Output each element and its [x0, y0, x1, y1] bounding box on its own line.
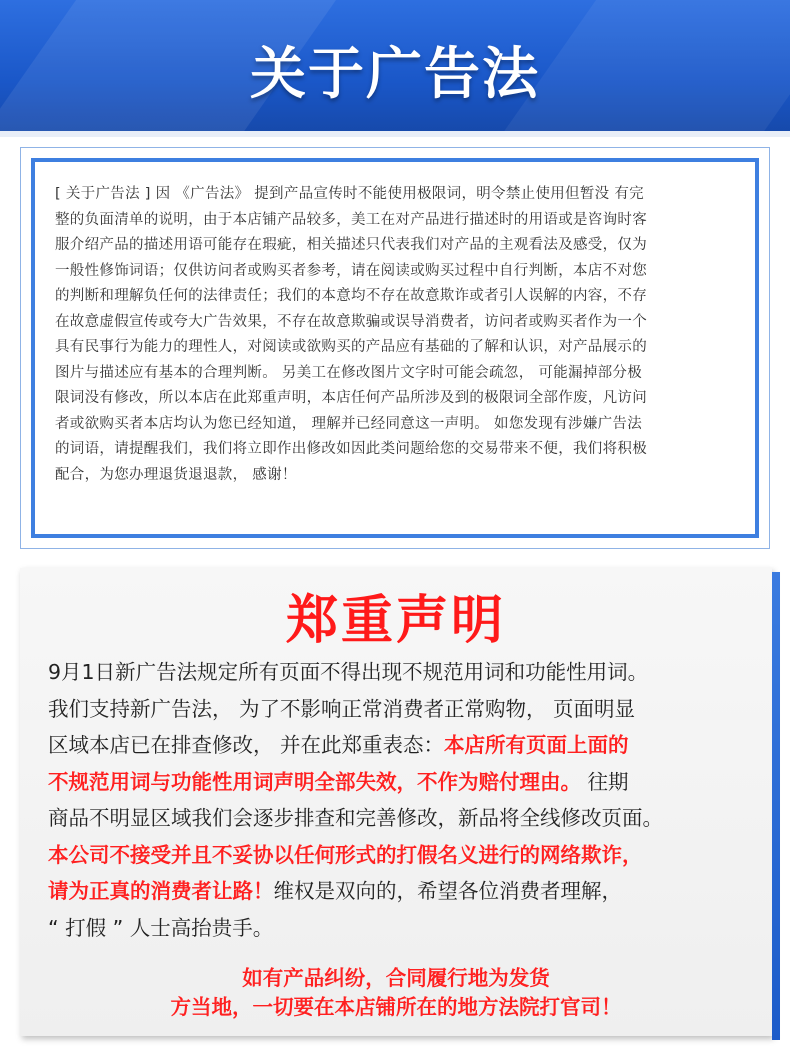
header-banner [0, 0, 790, 137]
card-accent-edge [772, 572, 780, 1040]
notice-line: 图片与描述应有基本的合理判断。 另美工在修改图片文字时可能会疏忽， 可能漏掉部分极 [55, 364, 643, 381]
dispute-line: 方当地，一切要在本店铺所在的地方法院打官司！ [170, 995, 622, 1019]
declaration-line: 9月1日新广告法规定所有页面不得出现不规范用词和功能性用词。 [48, 660, 649, 684]
dispute-line: 如有产品纠纷，合同履行地为发货 [242, 966, 550, 990]
notice-line: 者或欲购买者本店均认为您已经知道， 理解并已经同意这一声明。 如您发现有涉嫌广告法 [55, 415, 643, 432]
declaration-title: 郑重声明 [285, 591, 506, 651]
declaration-line [48, 764, 762, 801]
notice-line: 配合，为您办理退货退退款， 感谢！ [55, 466, 297, 483]
declaration-line: “ 打假 ” 人士高抬贵手。 [48, 915, 274, 940]
page-title: 关于广告法 [250, 42, 540, 107]
notice-line: 具有民事行为能力的理性人，对阅读或欲购买的产品应有基础的了解和认识，对产品展示的 [55, 339, 647, 355]
notice-line: 在故意虚假宣传或夸大广告效果，不存在故意欺骗或误导消费者，访问者或购买者作为一个 [55, 313, 647, 330]
ad-law-notice-box [20, 147, 770, 549]
ad-law-notice-frame [31, 158, 759, 538]
declaration-line [48, 727, 762, 764]
declaration-text: 区域本店已在排查修改， 并在此郑重表态： [48, 733, 445, 757]
declaration-highlight: 请为正真的消费者让路！ [48, 879, 274, 903]
declaration-text: 维权是双向的，希望各位消费者理解， [273, 879, 622, 903]
declaration-line: 我们支持新广告法， 为了不影响正常消费者正常购物， 页面明显 [48, 696, 636, 721]
declaration-text: 往期 [581, 769, 629, 794]
declaration-line: 商品不明显区域我们会逐步排查和完善修改，新品将全线修改页面。 [48, 806, 663, 830]
declaration-highlight: 不规范用词与功能性用词声明全部失效，不作为赔付理由。 [48, 769, 581, 794]
notice-line: 一般性修饰词语；仅供访问者或购买者参考，请在阅读或购买过程中自行判断，本店不对您 [55, 262, 647, 279]
declaration-body [48, 654, 762, 946]
solemn-declaration-card [20, 568, 772, 1036]
declaration-highlight: 本店所有页面上面的 [444, 733, 629, 757]
banner-divider [0, 131, 790, 137]
notice-line: 服介绍产品的描述用语可能存在瑕疵，相关描述只代表我们对产品的主观看法及感受，仅为 [55, 237, 647, 253]
notice-line: 的词语，请提醒我们，我们将立即作出修改如因此类问题给您的交易带来不便，我们将积极 [55, 441, 647, 457]
notice-line: 整的负面清单的说明，由于本店铺产品较多，美工在对产品进行描述时的用语或是咨询时客 [55, 211, 647, 228]
notice-line: 的判断和理解负任何的法律责任；我们的本意均不存在故意欺诈或者引人误解的内容，不存 [55, 288, 647, 304]
declaration-line: 本公司不接受并且不妥协以任何形式的打假名义进行的网络欺诈， [48, 842, 643, 867]
dispute-notice [20, 964, 772, 1022]
notice-line: [ 关于广告法 ] 因 《广告法》 提到产品宣传时不能使用极限词，明令禁止使用但暂没 有完 [55, 186, 644, 202]
declaration-line [48, 873, 762, 910]
notice-line: 限词没有修改，所以本店在此郑重声明，本店任何产品所涉及到的极限词全部作废，凡访问 [55, 390, 647, 406]
